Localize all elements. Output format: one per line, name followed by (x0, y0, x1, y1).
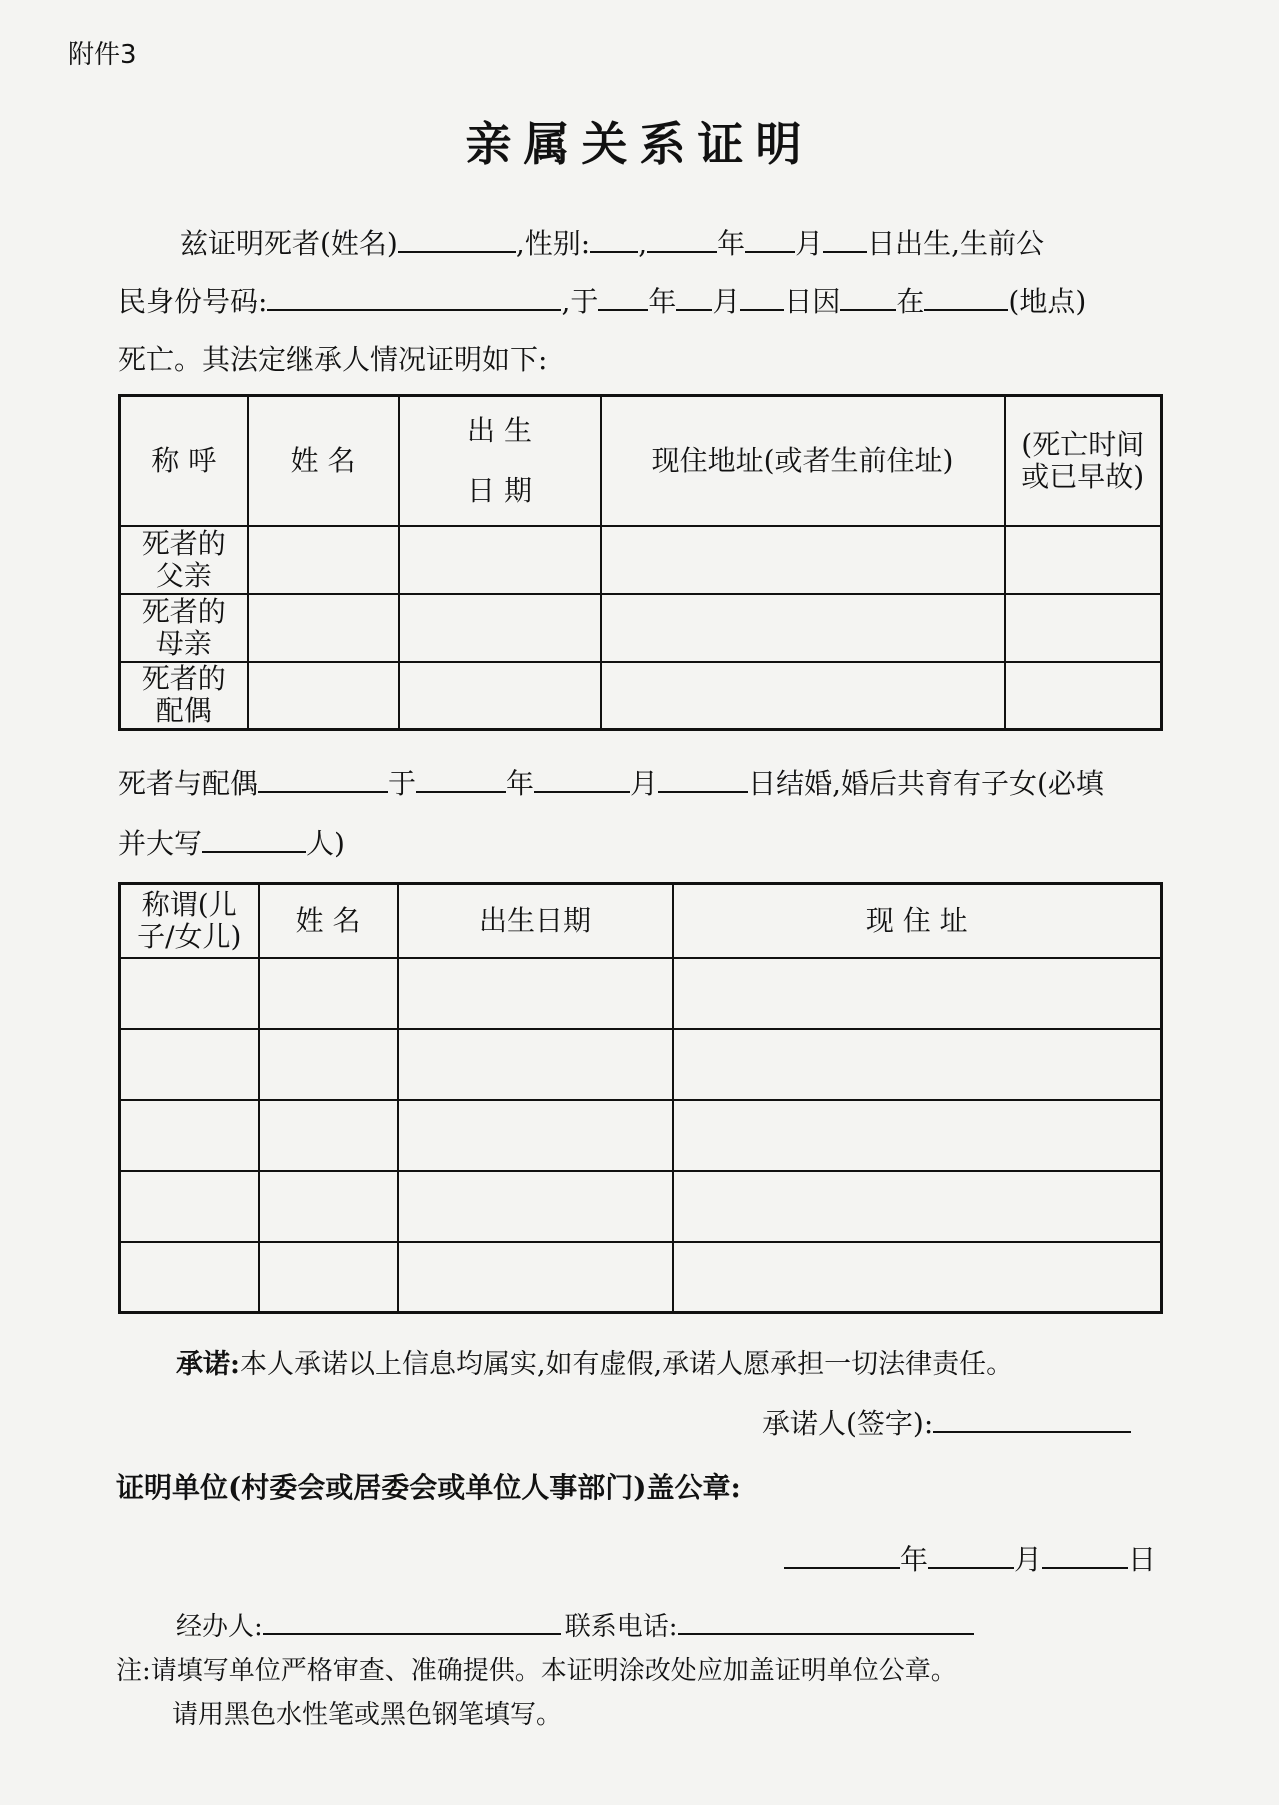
cell-input[interactable] (673, 1171, 1162, 1242)
cell-input[interactable] (399, 594, 601, 662)
cell-input[interactable] (1005, 594, 1162, 662)
cell-input[interactable] (399, 662, 601, 730)
header-relation: 称 呼 (120, 396, 248, 526)
gender-field[interactable] (590, 225, 638, 253)
intro-line-1: 兹证明死者(姓名) ,性别: , 年 月 日出生,生前公 (180, 227, 1045, 260)
cell-input[interactable] (259, 1029, 398, 1100)
cell-input[interactable] (601, 594, 1005, 662)
row-label-mother: 死者的 母亲 (120, 594, 248, 662)
children-count-field[interactable] (202, 825, 306, 853)
death-place-field[interactable] (924, 283, 1008, 311)
cell-input[interactable] (673, 1100, 1162, 1171)
intro-line-3: 死亡。其法定继承人情况证明如下: (118, 343, 548, 376)
cell-input[interactable] (1005, 526, 1162, 594)
cell-input[interactable] (398, 1100, 673, 1171)
cell-input[interactable] (120, 958, 259, 1029)
cell-input[interactable] (120, 1029, 259, 1100)
header-birthdate: 出生日期 (398, 884, 673, 958)
sign-day-field[interactable] (1042, 1541, 1128, 1569)
cell-input[interactable] (120, 1242, 259, 1313)
deceased-name-field[interactable] (398, 225, 516, 253)
id-number-field[interactable] (267, 283, 561, 311)
cell-input[interactable] (399, 526, 601, 594)
cell-input[interactable] (398, 1171, 673, 1242)
intro-line-2: 民身份号码: ,于 年 月 日因 在 (地点) (118, 285, 1087, 318)
note-line-2: 请用黑色水性笔或黑色钢笔填写。 (172, 1700, 563, 1730)
marriage-month-field[interactable] (534, 765, 630, 793)
sign-month-field[interactable] (928, 1541, 1014, 1569)
header-address: 现住地址(或者生前住址) (601, 396, 1005, 526)
table-row (120, 958, 1162, 1029)
row-label-spouse: 死者的 配偶 (120, 662, 248, 730)
header-death-time: (死亡时间 或已早故) (1005, 396, 1162, 526)
cell-input[interactable] (601, 662, 1005, 730)
cell-input[interactable] (673, 1029, 1162, 1100)
marriage-line-2: 并大写 人) (118, 827, 345, 860)
header-name: 姓 名 (259, 884, 398, 958)
cell-input[interactable] (398, 1242, 673, 1313)
cell-input[interactable] (673, 1242, 1162, 1313)
table-row-spouse (120, 662, 1162, 730)
cell-input[interactable] (259, 1171, 398, 1242)
document-title: 亲属关系证明 (465, 117, 814, 171)
table-row (120, 1242, 1162, 1313)
row-label-father: 死者的 父亲 (120, 526, 248, 594)
date-line: 年 月 日 (784, 1538, 1156, 1578)
certifying-unit-label: 证明单位(村委会或居委会或单位人事部门)盖公章: (116, 1471, 741, 1504)
table-row (120, 1171, 1162, 1242)
signer-line: 承诺人(签字): (762, 1402, 1131, 1442)
marriage-year-field[interactable] (416, 765, 506, 793)
cell-input[interactable] (1005, 662, 1162, 730)
phone-field[interactable] (678, 1607, 974, 1635)
signature-field[interactable] (933, 1405, 1131, 1433)
header-name: 姓 名 (248, 396, 399, 526)
birth-year-field[interactable] (647, 225, 717, 253)
children-table-header (120, 884, 1162, 958)
cell-input[interactable] (120, 1171, 259, 1242)
heirs-table (118, 394, 1163, 731)
header-address: 现 住 址 (673, 884, 1162, 958)
birth-month-field[interactable] (745, 225, 795, 253)
handler-line: 经办人: 联系电话: (176, 1606, 974, 1643)
birth-day-field[interactable] (823, 225, 867, 253)
table-row (120, 1029, 1162, 1100)
death-month-field[interactable] (676, 283, 712, 311)
table-row-mother (120, 594, 1162, 662)
cell-input[interactable] (259, 958, 398, 1029)
table-row-father (120, 526, 1162, 594)
cell-input[interactable] (398, 958, 673, 1029)
sign-year-field[interactable] (784, 1541, 900, 1569)
promise-statement: 承诺:本人承诺以上信息均属实,如有虚假,承诺人愿承担一切法律责任。 (176, 1349, 1014, 1380)
cell-input[interactable] (120, 1100, 259, 1171)
cell-input[interactable] (398, 1029, 673, 1100)
cell-input[interactable] (601, 526, 1005, 594)
cell-input[interactable] (248, 526, 399, 594)
death-year-field[interactable] (598, 283, 648, 311)
handler-field[interactable] (263, 1607, 561, 1635)
marriage-day-field[interactable] (658, 765, 748, 793)
table-row (120, 1100, 1162, 1171)
cell-input[interactable] (673, 958, 1162, 1029)
children-table (118, 882, 1163, 1314)
cell-input[interactable] (259, 1100, 398, 1171)
cell-input[interactable] (248, 662, 399, 730)
header-title: 称谓(儿 子/女儿) (120, 884, 259, 958)
spouse-name-field[interactable] (258, 765, 388, 793)
marriage-line-1: 死者与配偶 于 年 月 日结婚,婚后共育有子女(必填 (118, 767, 1104, 800)
header-birthdate: 出 生 日 期 (399, 396, 601, 526)
death-day-field[interactable] (740, 283, 784, 311)
heirs-table-header (120, 396, 1162, 526)
note-line-1: 注:请填写单位严格审查、准确提供。本证明涂改处应加盖证明单位公章。 (116, 1656, 957, 1686)
attachment-label: 附件3 (68, 40, 137, 70)
cell-input[interactable] (248, 594, 399, 662)
cell-input[interactable] (259, 1242, 398, 1313)
death-cause-field[interactable] (840, 283, 896, 311)
